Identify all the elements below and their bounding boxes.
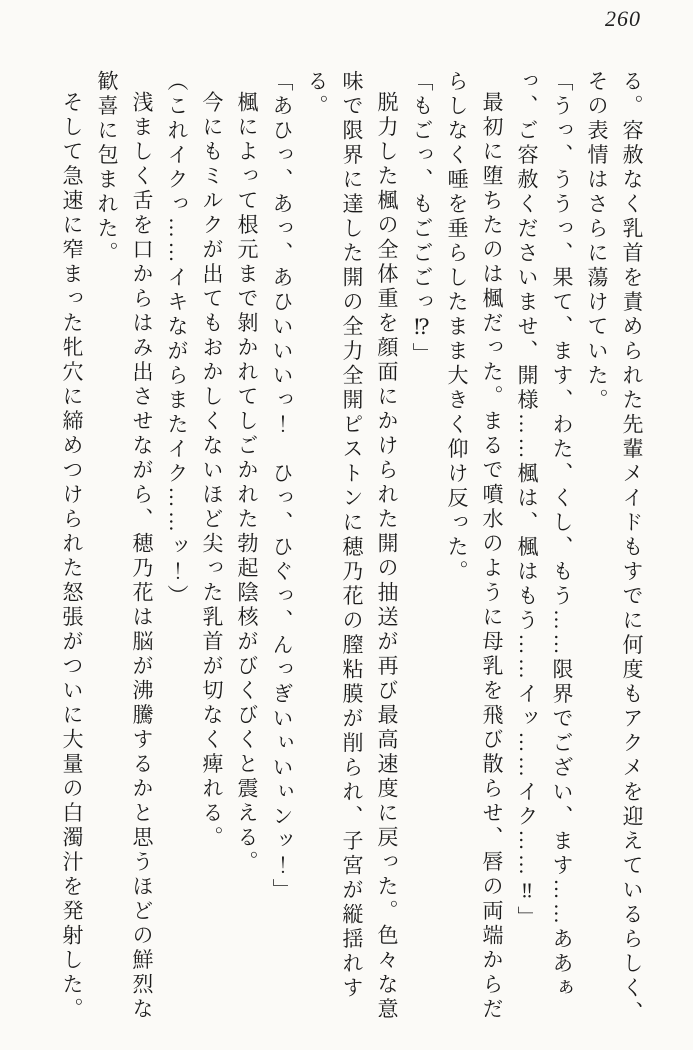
- dialogue-paragraph: 「あひっ、あっ、あひいいいっ！ ひっ、ひぐっ、んっぎいぃいぃンッ！」: [270, 70, 294, 903]
- paragraph: 今にもミルクが出てもおかしくないほど尖った乳首が切なく痺れる。: [200, 91, 224, 851]
- body-text: [54, 70, 649, 1042]
- dialogue-paragraph: 「もごっ、もごごごっ⁉」: [410, 70, 434, 367]
- paragraph: そして急速に窄まった牝穴に締めつけられた怒張がついに大量の白濁汁を発射した。: [60, 91, 84, 1022]
- paragraph: 浅ましく舌を口からはみ出させながら、穂乃花は脳が沸騰するかと思うほどの鮮烈な歓喜に包まれた。: [95, 70, 154, 1022]
- dialogue-paragraph: 「うっ、ううっ、果て、ます、わた、くし、もう……限界でござい、ます……ああぁっ、ご容赦くださいませ、開様……楓は、楓はもう……イッ……イク……‼」: [515, 70, 574, 1001]
- paragraph: 脱力した楓の全体重を顔面にかけられた開の抽送が再び最高速度に戻った。色々な意味で限界に達した開の全力全開ピストンに穂乃花の膣粘膜が削られ、子宮が縦揺れする。: [305, 70, 399, 1022]
- paragraph: る。容赦なく乳首を責められた先輩メイドもすでに何度もアクメを迎えているらしく、その表情はさらに蕩けていた。: [585, 70, 644, 1026]
- paragraph: 最初に堕ちたのは楓だった。まるで噴水のように母乳を飛び散らせ、唇の両端からだらしなく唾を垂らしたまま大きく仰け反った。: [445, 70, 504, 1022]
- thought-paragraph: （これイクっ……イキながらまたイク……ッ！）: [165, 70, 189, 609]
- page-number: 260: [605, 6, 641, 31]
- paragraph: 楓によって根元まで剝かれてしごかれた勃起陰核がびくびくと震える。: [235, 91, 259, 875]
